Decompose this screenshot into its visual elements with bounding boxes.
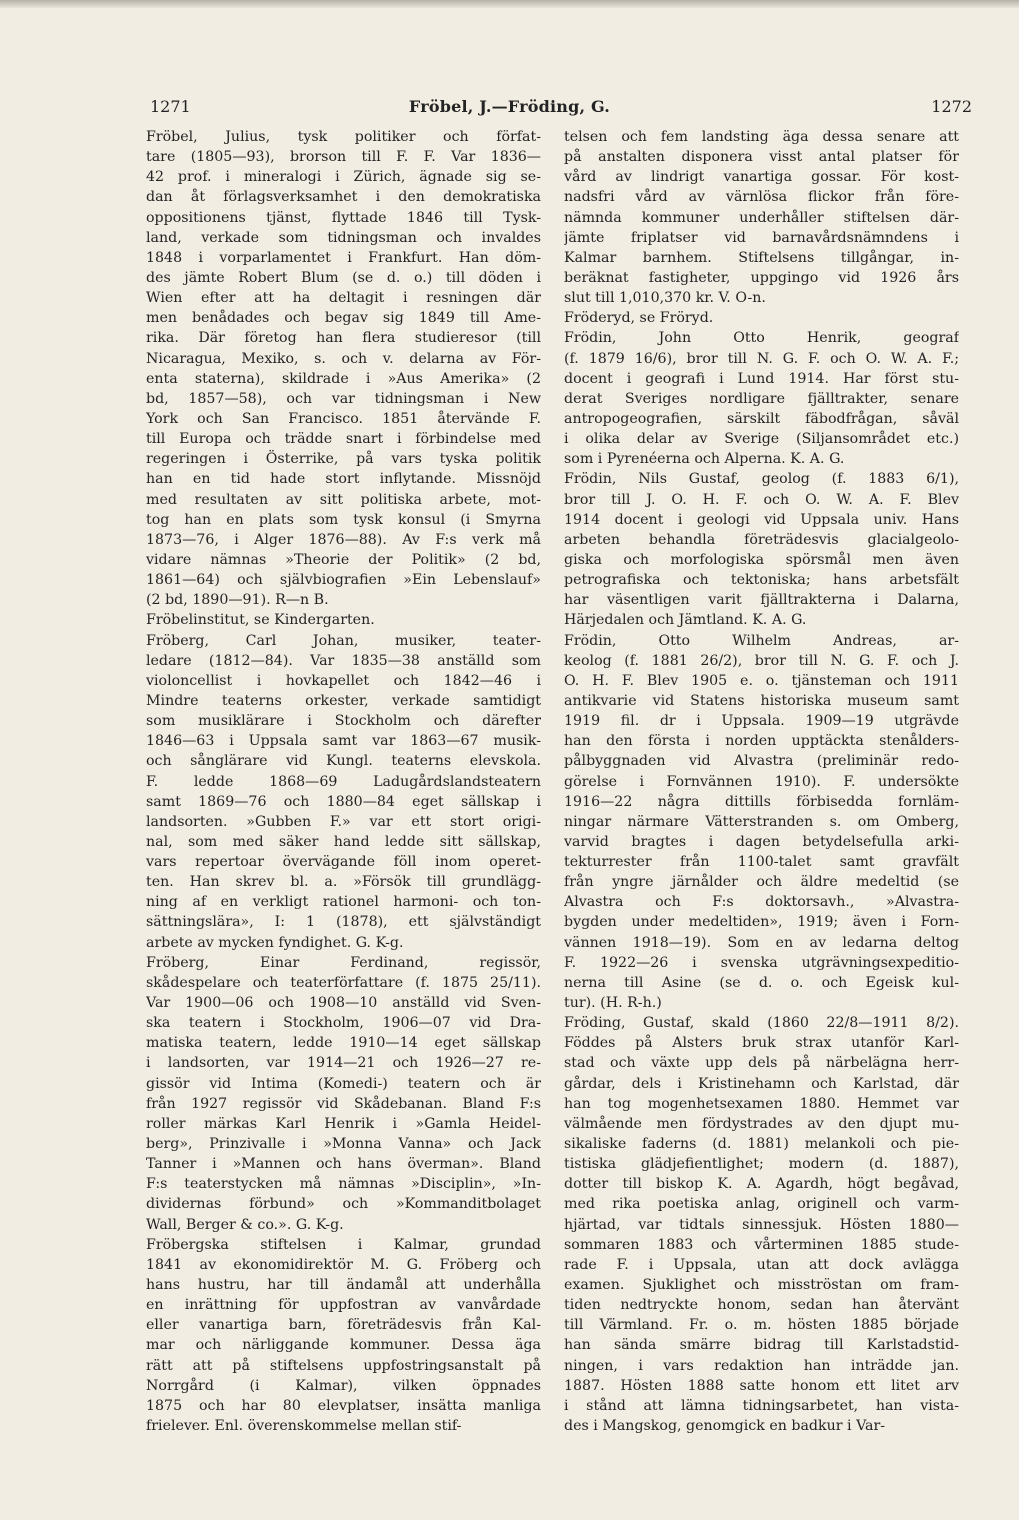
text-line: gissör vid Intima (Komedi-) teatern och är <box>146 1075 541 1092</box>
text-line: F. ledde 1868—69 Ladugårdslandsteatern <box>146 773 541 790</box>
page-number-right: 1272 <box>931 97 972 116</box>
text-line: Härjedalen och Jämtland. K. A. G. <box>564 612 807 629</box>
text-line: 1848 i vorparlamentet i Frankfurt. Han döm- <box>146 249 541 266</box>
scan-edge <box>0 0 1019 8</box>
text-line: nerna till Asine (se d. o. och Egeisk kul- <box>564 974 959 991</box>
text-line: Fröbergska stiftelsen i Kalmar, grundad <box>146 1236 541 1253</box>
text-line: från yngre järnålder och äldre medeltid (se <box>564 874 959 891</box>
text-line: samt 1869—76 och 1880—84 eget sällskap i <box>146 793 541 810</box>
text-line: 1873—76, i Alger 1876—88). Av F:s verk må <box>146 531 541 548</box>
text-line: Frödin, Otto Wilhelm Andreas, ar- <box>564 632 959 649</box>
text-line: keolog (f. 1881 26/2), bror till N. G. F. och J. <box>564 652 959 669</box>
text-line: oppositionens tjänst, flyttade 1846 till Tysk- <box>146 209 541 226</box>
text-line: 1841 av ekonomidirektör M. G. Fröberg och <box>146 1256 541 1273</box>
text-line: (f. 1879 16/6), bror till N. G. F. och O. W. A. F.; <box>564 350 959 367</box>
text-line: till Europa och trädde snart i förbindelse med <box>146 431 541 448</box>
text-line: bd, 1857—58), och var tidningsman i New <box>146 390 541 407</box>
text-line: eller vanartiga barn, företrädesvis från Kal- <box>146 1317 541 1334</box>
text-line: 42 prof. i mineralogi i Zürich, ägnade sig se- <box>146 169 541 186</box>
right-text-column <box>564 127 959 1436</box>
text-line: som musiklärare i Stockholm och därefter <box>146 713 541 730</box>
text-line: slut till 1,010,370 kr. V. O-n. <box>564 290 766 307</box>
text-line: docent i geografi i Lund 1914. Har först stu- <box>564 370 959 387</box>
text-line: petrografiska och tektoniska; hans arbetsfält <box>564 572 959 589</box>
text-line: arbete av mycken fyndighet. G. K-g. <box>146 934 404 951</box>
text-line: nadsfri vård av värnlösa flickor från före- <box>564 189 959 206</box>
text-line: Tanner i »Mannen och hans överman». Bland <box>146 1156 541 1173</box>
text-line: violoncellist i hovkapellet och 1842—46 i <box>146 672 541 689</box>
text-line: men benådades och begav sig 1849 till Ame- <box>146 310 541 327</box>
text-line: sommaren 1883 och vårterminen 1885 stude- <box>564 1236 959 1253</box>
text-line: enta staterna), skildrade i »Aus Amerika» (2 <box>146 370 541 387</box>
text-line: tog han en plats som tysk konsul (i Smyrna <box>146 511 541 528</box>
text-line: arbeten behandla företrädesvis glacialgeolo- <box>564 531 959 548</box>
text-line: Norrgård (i Kalmar), vilken öppnades <box>146 1377 541 1394</box>
text-line: hjärtad, var tidtals sinnessjuk. Hösten 1880— <box>564 1216 959 1233</box>
text-line: Frödin, Nils Gustaf, geolog (f. 1883 6/1), <box>564 471 959 488</box>
text-line: med resultaten av sitt politiska arbete, mot- <box>146 491 541 508</box>
text-line: 1914 docent i geologi vid Uppsala univ. Hans <box>564 511 959 528</box>
text-line: roller märkas Karl Henrik i »Gamla Heidel- <box>146 1115 541 1132</box>
text-line: ning af en verkligt rationel harmoni- och ton- <box>146 894 541 911</box>
text-line: F. 1922—26 i svenska utgrävningsexpeditio- <box>564 954 959 971</box>
text-line: frielever. Enl. överenskommelse mellan stif- <box>146 1418 462 1434</box>
text-line: Fröbel, Julius, tysk politiker och förfat- <box>146 129 541 145</box>
text-line: 1875 och har 80 elevplatser, insätta manliga <box>146 1397 541 1414</box>
text-line: bygden under medeltiden», 1919; även i Forn- <box>564 914 959 931</box>
text-line: giska och morfologiska spörsmål men även <box>564 551 959 568</box>
text-line: berg», Prinzivalle i »Monna Vanna» och Jack <box>146 1136 541 1153</box>
text-line: regeringen i Österrike, på vars tyska politik <box>146 451 541 468</box>
left-text-column <box>146 127 541 1436</box>
text-line: görelse i Fornvännen 1910). F. undersökte <box>564 773 959 790</box>
text-line: dotter till biskop K. A. Agardh, högt begåvad, <box>564 1176 959 1193</box>
text-line: varvid bragtes i dagen betydelsefulla arki- <box>564 833 959 850</box>
text-line: i stånd att lämna tidningsarbetet, han vista- <box>564 1397 959 1414</box>
text-line: Var 1900—06 och 1908—10 anställd vid Sven- <box>146 995 541 1012</box>
text-line: och sånglärare vid Kungl. teaterns elevskola. <box>146 753 541 770</box>
text-line: 1916—22 några dittills förbisedda fornläm- <box>564 793 959 810</box>
text-line: dividernas förbund» och »Kommanditbolaget <box>146 1196 541 1213</box>
text-line: antropogeografien, särskilt fäbodfrågan, såväl <box>564 410 959 427</box>
text-line: beräknat fastigheter, uppgingo vid 1926 års <box>564 269 959 286</box>
text-line: Fröbelinstitut, se Kindergarten. <box>146 612 375 629</box>
text-line: på anstalten disponera visst antal platser för <box>564 149 959 166</box>
text-line: pålbyggnaden vid Alvastra (preliminär redo- <box>564 753 959 770</box>
text-line: Fröberg, Einar Ferdinand, regissör, <box>146 954 541 971</box>
text-line: vars repertoar övervägande föll inom operet- <box>146 854 541 871</box>
text-line: han tog mogenhetsexamen 1880. Hemmet var <box>564 1095 959 1112</box>
text-line: välmående men fördystrades av den djupt mu- <box>564 1115 959 1132</box>
text-line: ledare (1812—84). Var 1835—38 anställd som <box>146 652 541 669</box>
text-line: York och San Francisco. 1851 återvände F. <box>146 410 541 427</box>
text-line: ten. Han skrev bl. a. »Försök till grundlägg- <box>146 874 541 891</box>
text-line: Wall, Berger & co.». G. K-g. <box>146 1216 344 1233</box>
text-line: Kalmar barnhem. Stiftelsens tillgångar, in- <box>564 249 959 266</box>
text-line: Fröderyd, se Fröryd. <box>564 310 714 327</box>
text-line: Fröberg, Carl Johan, musiker, teater- <box>146 632 541 649</box>
text-line: tur). (H. R-h.) <box>564 995 662 1012</box>
text-line: Nicaragua, Mexiko, s. och v. delarna av För- <box>146 350 541 367</box>
text-line: har väsentligen varit fjälltrakterna i Dalarna, <box>564 592 959 609</box>
text-line: till Värmland. Fr. o. m. hösten 1885 började <box>564 1317 959 1334</box>
text-line: O. H. F. Blev 1905 e. o. tjänsteman och 1911 <box>564 672 959 689</box>
text-line: ningar närmare Vätterstranden s. om Omberg, <box>564 813 959 830</box>
text-line: land, verkade som tidningsman och invaldes <box>146 229 541 246</box>
text-line: rika. Där företog han flera studieresor (till <box>146 330 541 347</box>
text-line: vård av lindrigt vanartiga gossar. För kost- <box>564 169 959 186</box>
text-line: 1887. Hösten 1888 satte honom ett litet arv <box>564 1377 959 1394</box>
text-line: jämte friplatser vid barnavårdsnämndens i <box>564 229 959 246</box>
text-line: nal, som med säker hand ledde sitt sällskap, <box>146 833 541 850</box>
text-line: han en tid hade stort inflytande. Missnöjd <box>146 471 541 488</box>
text-line: han den första i norden upptäckta stenålders- <box>564 733 959 750</box>
text-line: mar och närliggande kommuner. Dessa äga <box>146 1337 541 1354</box>
text-line: i landsorten, var 1914—21 och 1926—27 re- <box>146 1055 541 1072</box>
text-line: matiska teatern, ledde 1910—14 eget sällskap <box>146 1035 541 1052</box>
text-line: Mindre teaterns orkester, verkade samtidigt <box>146 692 541 709</box>
text-line: en inrättning för uppfostran av vanvårdade <box>146 1297 541 1314</box>
text-line: hans hustru, har till ändamål att underhålla <box>146 1277 541 1294</box>
text-line: antikvarie vid Statens historiska museum samt <box>564 692 959 709</box>
text-line: i olika delar av Sverige (Siljansområdet etc.) <box>564 431 959 448</box>
text-line: (2 bd, 1890—91). R—n B. <box>146 592 329 609</box>
text-line: tekturrester från 1100-talet samt gravfält <box>564 854 959 871</box>
text-line: des jämte Robert Blum (se d. o.) till döden i <box>146 269 541 286</box>
text-line: vännen 1918—19). Som en av ledarna deltog <box>564 934 959 951</box>
text-line: bror till J. O. H. F. och O. W. A. F. Blev <box>564 491 959 508</box>
text-line: som i Pyrenéerna och Alperna. K. A. G. <box>564 451 845 468</box>
text-line: sikaliske faderns (d. 1881) melankoli och pie- <box>564 1136 959 1153</box>
text-line: ska teatern i Stockholm, 1906—07 vid Dra- <box>146 1015 541 1032</box>
text-line: rade F. i Uppsala, utan att dock avlägga <box>564 1256 959 1273</box>
text-line: telsen och fem landsting äga dessa senare att <box>564 129 959 145</box>
text-line: han sända smärre bidrag till Karlstadstid- <box>564 1337 959 1354</box>
text-line: stad och växte upp dels på närbelägna herr- <box>564 1055 959 1072</box>
text-line: landsorten. »Gubben F.» var ett stort origi- <box>146 813 541 830</box>
page-number-left: 1271 <box>150 97 191 116</box>
text-line: Föddes på Alsters bruk strax utanför Karl- <box>564 1035 959 1052</box>
text-line: från 1927 regissör vid Skådebanan. Bland F:s <box>146 1095 541 1112</box>
text-line: Frödin, John Otto Henrik, geograf <box>564 330 959 347</box>
text-line: ningen, i vars redaktion han inträdde jan. <box>564 1357 959 1374</box>
text-line: 1861—64) och självbiografien »Ein Lebenslauf» <box>146 572 541 589</box>
text-line: tiden nedtryckte honom, sedan han återvänt <box>564 1297 959 1314</box>
text-line: tistiska glädjefientlighet; modern (d. 1887), <box>564 1156 959 1173</box>
text-line: examen. Sjuklighet och misströstan om fram- <box>564 1277 959 1294</box>
text-line: vidare nämnas »Theorie der Politik» (2 bd, <box>146 551 541 568</box>
text-line: rätt att på stiftelsens uppfostringsanstalt på <box>146 1357 541 1374</box>
text-line: skådespelare och teaterförfattare (f. 1875 25/11). <box>146 974 541 991</box>
text-line: med rika poetiska anlag, originell och varm- <box>564 1196 959 1213</box>
text-line: Wien efter att ha deltagit i resningen där <box>146 290 541 307</box>
text-line: tare (1805—93), brorson till F. F. Var 1836— <box>146 149 541 166</box>
text-line: F:s teaterstycken må nämnas »Disciplin», »In- <box>146 1176 541 1193</box>
text-line: derat Sveriges nordligare fjälltrakter, senare <box>564 390 959 407</box>
text-line: Alvastra och F:s doktorsavh., »Alvastra- <box>564 894 959 911</box>
text-line: gårdar, dels i Kristinehamn och Karlstad, där <box>564 1075 959 1092</box>
text-line: sättningslära», I: 1 (1878), ett självständigt <box>146 914 541 931</box>
text-line: 1919 fil. dr i Uppsala. 1909—19 utgrävde <box>564 713 959 730</box>
text-line: nämnda kommuner underhåller stiftelsen där- <box>564 209 959 226</box>
text-line: 1846—63 i Uppsala samt var 1863—67 musik- <box>146 733 541 750</box>
text-line: Fröding, Gustaf, skald (1860 22/8—1911 8/2). <box>564 1015 959 1032</box>
text-line: des i Mangskog, genomgick en badkur i Var- <box>564 1418 886 1434</box>
text-line: dan åt förlagsverksamhet i den demokratiska <box>146 189 541 206</box>
running-head: Fröbel, J.—Fröding, G. <box>408 97 611 116</box>
